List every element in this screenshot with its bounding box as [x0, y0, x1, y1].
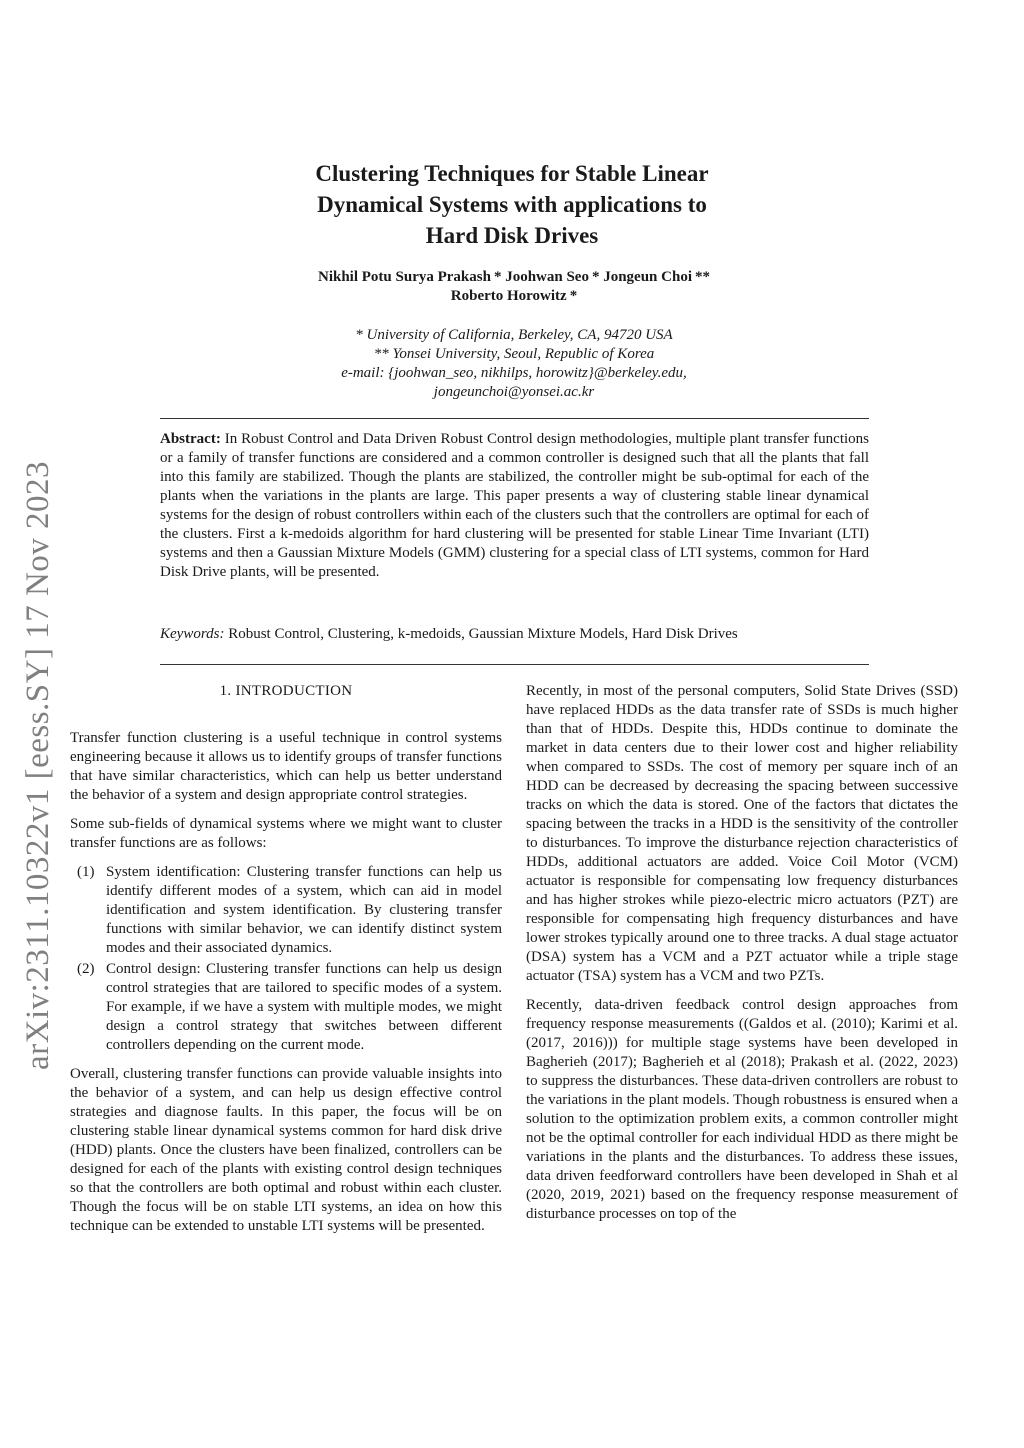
arxiv-identifier-stamp: arXiv:2311.10322v1 [eess.SY] 17 Nov 2023	[20, 460, 56, 1070]
enumerated-list	[70, 863, 502, 1055]
list-item-number: (1)	[77, 864, 95, 880]
right-column	[526, 682, 958, 1234]
affiliations	[160, 326, 868, 402]
abstract-top-rule	[160, 418, 869, 419]
list-item-text: Control design: Clustering transfer functions can help us design control strategies that are tailored to specific modes of a system. For example, if we have a system with multiple modes, we might design a control strategy that switches between different controllers depending on the current mode.	[106, 961, 502, 1053]
list-item	[70, 960, 502, 1055]
email-line: e-mail: {joohwan_seo, nikhilps, horowitz}@berkeley.edu,	[341, 365, 687, 381]
title-line: Dynamical Systems with applications to	[317, 192, 707, 217]
paragraph: Overall, clustering transfer functions can provide valuable insights into the behavior of a system, and can help us design effective control strategies and diagnose faults. In this paper, the focus will be on clustering stable linear dynamical systems common for hard disk drive (HDD) plants. Once the clusters have been finalized, controllers can be designed for each of the plants with existing control design techniques so that the controllers are both optimal and robust within each cluster. Though the focus will be on stable LTI systems, an idea on how this technique can be extended to unstable LTI systems will be presented.	[70, 1066, 502, 1234]
paper-title	[200, 158, 824, 251]
keywords-label: Keywords:	[160, 626, 225, 642]
author-line: Roberto Horowitz *	[450, 288, 578, 304]
abstract-label: Abstract:	[160, 431, 221, 447]
section-heading: 1. INTRODUCTION	[219, 683, 353, 699]
author-list	[160, 268, 868, 306]
abstract-text: In Robust Control and Data Driven Robust Control design methodologies, multiple plant transfer functions or a family of transfer functions are considered and a common controller is designed such that all the plants that fall into this family are stabilized. Though the plants are stabilized, the controller might be sub-optimal for each of the plants when the variations in the plants are large. This paper presents a way of clustering stable linear dynamical systems for the design of robust controllers within each of the clusters such that the controllers are optimal for each of the clusters. First a k-medoids algorithm for hard clustering will be presented for stable Linear Time Invariant (LTI) systems and then a Gaussian Mixture Models (GMM) clustering for a special class of LTI systems, common for Hard Disk Drive plants, will be presented.	[160, 431, 870, 580]
abstract	[160, 430, 869, 582]
keywords-text: Robust Control, Clustering, k-medoids, Gaussian Mixture Models, Hard Disk Drives	[228, 626, 738, 642]
title-line: Hard Disk Drives	[425, 223, 599, 248]
left-column	[70, 682, 502, 1246]
list-item-number: (2)	[77, 961, 95, 977]
paragraph: Recently, data-driven feedback control design approaches from frequency response measurements ((Galdos et al. (2010); Karimi et al. (2017, 2016))) for multiple stage systems have been developed in Bagherieh (2017); Bagherieh et al (2018); Prakash et al. (2022, 2023) to suppress the disturbances. These data-driven controllers are robust to the variations in the plant models. Though robustness is ensured when a solution to the optimization problem exits, a common controller might not be the optimal controller for each individual HDD as there might be variations in the plants and the disturbances. To address these issues, data driven feedforward controllers have been developed in Shah et al (2020, 2019, 2021) based on the frequency response measurement of disturbance processes on top of the	[526, 997, 958, 1222]
affiliation-line: ** Yonsei University, Seoul, Republic of Korea	[373, 346, 655, 362]
author-line: Nikhil Potu Surya Prakash * Joohwan Seo * Jongeun Choi **	[317, 269, 710, 285]
paragraph: Recently, in most of the personal computers, Solid State Drives (SSD) have replaced HDDs as the data transfer rate of SSDs is much higher than that of HDDs. Despite this, HDDs continue to dominate the market in data centers due to their lower cost and higher reliability when compared to SSDs. The cost of memory per square inch of an HDD can be decreased by decreasing the spacing between successive tracks on which the data is stored. One of the factors that dictates the spacing between the tracks in a HDD is the sensitivity of the controller to disturbances. To improve the disturbance rejection characteristics of HDDs, additional actuators are added. Voice Coil Motor (VCM) actuator is responsible for compensating low frequency disturbances and has higher strokes while piezo-electric micro actuators (PZT) are responsible for compensating high frequency disturbances and have lower strokes typically around one to three tracks. A dual stage actuator (DSA) system has a VCM and a PZT actuator while a triple stage actuator (TSA) system has a VCM and two PZTs.	[526, 683, 958, 984]
paragraph: Some sub-fields of dynamical systems where we might want to cluster transfer functions are as follows:	[70, 816, 502, 851]
paragraph: Transfer function clustering is a useful technique in control systems engineering because it allows us to identify groups of transfer functions that have similar characteristics, which can help us better understand the behavior of a system and design appropriate control strategies.	[70, 730, 502, 803]
affiliation-line: * University of California, Berkeley, CA, 94720 USA	[355, 327, 673, 343]
list-item	[70, 863, 502, 958]
title-line: Clustering Techniques for Stable Linear	[315, 161, 709, 186]
list-item-text: System identification: Clustering transfer functions can help us identify different modes of a system, which can aid in model identification and system identification. By clustering transfer functions with similar behavior, we can identify distinct system modes and their associated dynamics.	[106, 864, 502, 956]
abstract-bottom-rule	[160, 664, 869, 665]
keywords	[160, 625, 869, 644]
email-line: jongeunchoi@yonsei.ac.kr	[433, 384, 595, 400]
